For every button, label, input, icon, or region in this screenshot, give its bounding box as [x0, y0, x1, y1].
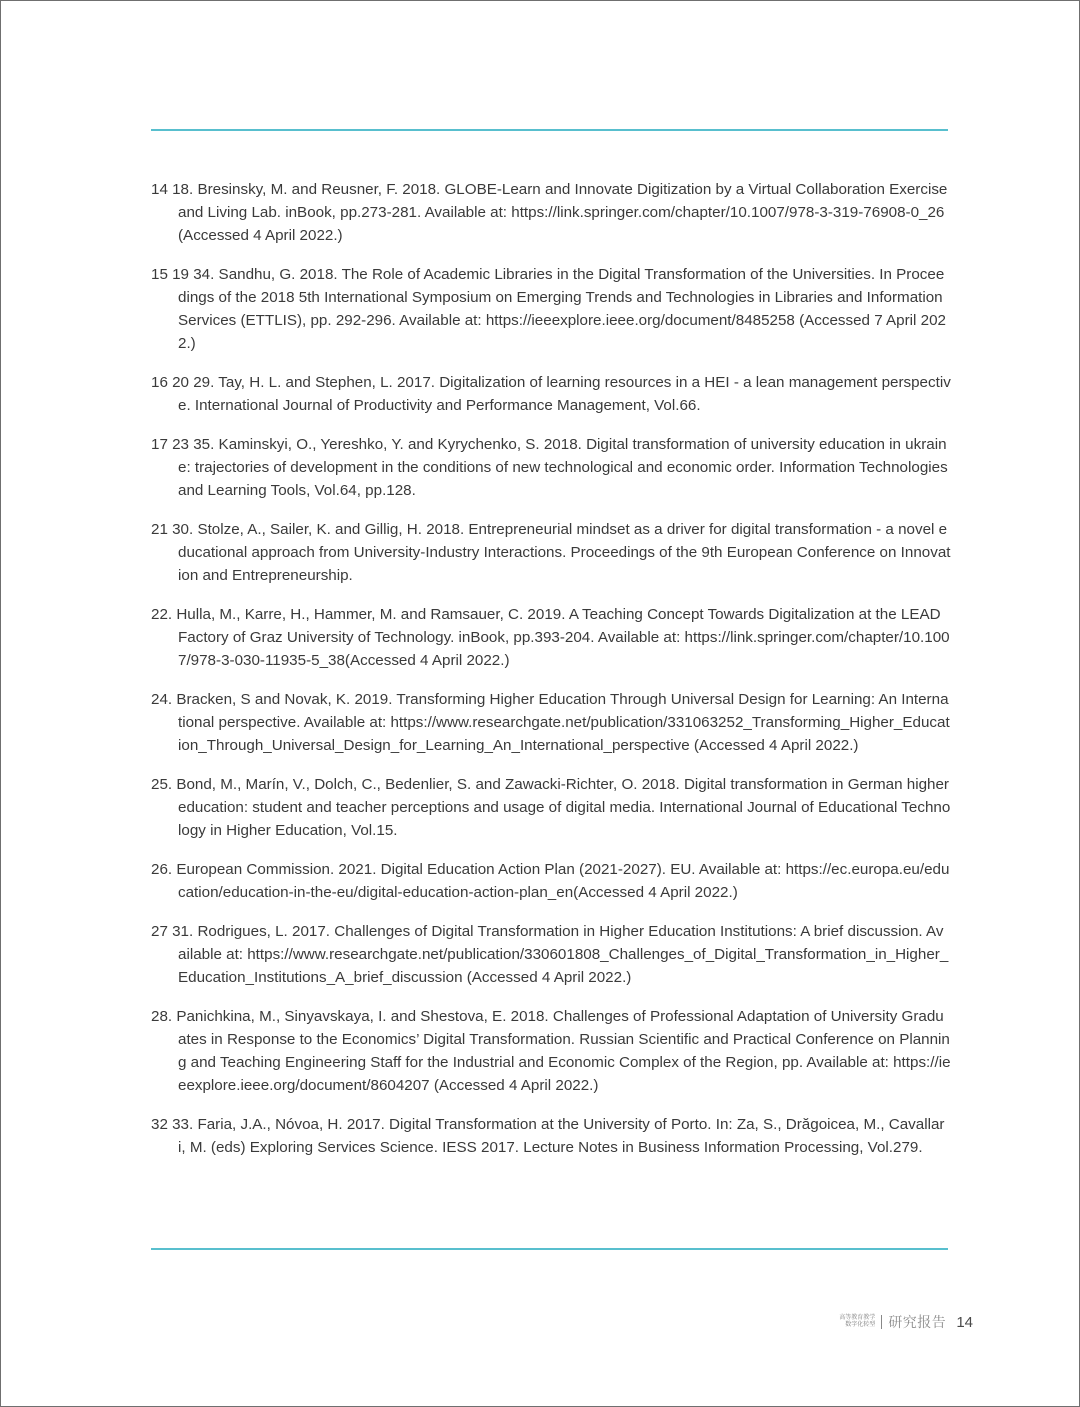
footer-report-title: 研究报告 [888, 1314, 947, 1330]
reference-item: 26. European Commission. 2021. Digital Education Action Plan (2021-2027). EU. Available at: https://ec.europa.eu/education/education-in-the-eu/digital-education-action-plan_en(Accessed 4 April 2022.) [151, 861, 950, 901]
reference-item: 17 23 35. Kaminskyi, O., Yereshko, Y. and Kyrychenko, S. 2018. Digital transformation of university education in ukraine: trajectories of development in the conditions of new technological and economic order. Information Technologies and Learning Tools, Vol.64, pp.128. [151, 436, 948, 499]
page-footer [839, 1311, 973, 1333]
top-divider [151, 129, 948, 131]
footer-org-line: 高等教育教学 [839, 1315, 876, 1321]
reference-item: 32 33. Faria, J.A., Nóvoa, H. 2017. Digital Transformation at the University of Porto. In: Za, S., Drăgoicea, M., Cavallari, M. (eds) Exploring Services Science. IESS 2017. Lecture Notes in Business Information Processing, Vol.279. [151, 1116, 945, 1156]
reference-item: 14 18. Bresinsky, M. and Reusner, F. 2018. GLOBE-Learn and Innovate Digitization by a Virtual Collaboration Exercise and Living Lab. inBook, pp.273-281. Available at: https://link.springer.com/chapter/10.1007/978-3-319-76908-0_26(Accessed 4 April 2022.) [151, 181, 948, 244]
page-number: 14 [956, 1313, 973, 1331]
reference-item: 27 31. Rodrigues, L. 2017. Challenges of Digital Transformation in Higher Education Institutions: A brief discussion. Available at: https://www.researchgate.net/publication/330601808_Challenges_of_Digital_Transformation_in_Higher_Education_Institutions_A_brief_discussion (Accessed 4 April 2022.) [151, 923, 949, 986]
reference-item: 24. Bracken, S and Novak, K. 2019. Transforming Higher Education Through Universal Design for Learning: An International perspective. Available at: https://www.researchgate.net/publication/331063252_Transforming_Higher_Education_Through_Universal_Design_for_Learning_An_International_perspective (Accessed 4 April 2022.) [151, 691, 950, 754]
footer-org-line: 数字化转型 [845, 1322, 876, 1328]
footer-separator [881, 1315, 882, 1329]
reference-item: 22. Hulla, M., Karre, H., Hammer, M. and Ramsauer, C. 2019. A Teaching Concept Towards Digitalization at the LEAD Factory of Graz University of Technology. inBook, pp.393-204. Available at: https://link.springer.com/chapter/10.1007/978-3-030-11935-5_38(Accessed 4 April 2022.) [151, 606, 950, 669]
bottom-divider [151, 1248, 948, 1250]
reference-item: 15 19 34. Sandhu, G. 2018. The Role of Academic Libraries in the Digital Transformation of the Universities. In Proceedings of the 2018 5th International Symposium on Emerging Trends and Technologies in Libraries and Information Services (ETTLIS), pp. 292-296. Available at: https://ieeexplore.ieee.org/document/8485258 (Accessed 7 April 2022.) [151, 266, 946, 352]
footer-org-name [839, 1315, 875, 1329]
reference-item: 28. Panichkina, M., Sinyavskaya, I. and Shestova, E. 2018. Challenges of Professional Adaptation of University Graduates in Response to the Economics’ Digital Transformation. Russian Scientific and Practical Conference on Planning and Teaching Engineering Staff for the Industrial and Economic Complex of the Region, pp. Available at: https://ieeexplore.ieee.org/document/8604207 (Accessed 4 April 2022.) [151, 1008, 951, 1094]
reference-item: 16 20 29. Tay, H. L. and Stephen, L. 2017. Digitalization of learning resources in a HEI - a lean management perspective. International Journal of Productivity and Performance Management, Vol.66. [151, 374, 951, 414]
reference-list [151, 178, 951, 1175]
reference-item: 21 30. Stolze, A., Sailer, K. and Gillig, H. 2018. Entrepreneurial mindset as a driver for digital transformation - a novel educational approach from University-Industry Interactions. Proceedings of the 9th European Conference on Innovation and Entrepreneurship. [151, 521, 951, 584]
reference-item: 25. Bond, M., Marín, V., Dolch, C., Bedenlier, S. and Zawacki-Richter, O. 2018. Digital transformation in German higher education: student and teacher perceptions and usage of digital media. International Journal of Educational Technology in Higher Education, Vol.15. [151, 776, 951, 839]
